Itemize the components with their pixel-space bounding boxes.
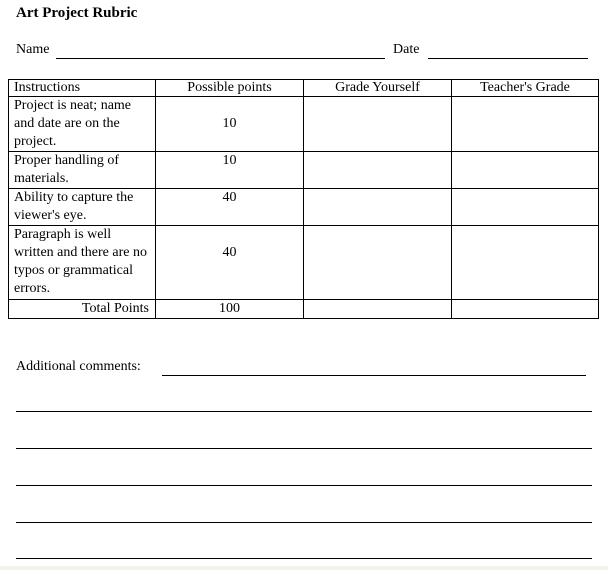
table-row [9,97,599,152]
comments-row [16,359,588,379]
total-row [9,300,599,319]
teachers-grade-cell[interactable] [452,152,599,189]
date-field[interactable] [428,58,588,59]
points-cell: 40 [156,189,304,226]
total-points-value: 100 [156,300,304,319]
name-label: Name [16,42,50,57]
instruction-cell: Ability to capture the viewer's eye. [9,189,156,226]
teachers-grade-cell[interactable] [452,226,599,300]
name-date-row [16,42,596,62]
points-cell: 10 [156,152,304,189]
comments-field[interactable] [162,375,586,376]
name-field[interactable] [56,58,385,59]
header-teachers-grade: Teacher's Grade [452,80,599,97]
comment-line[interactable] [16,485,592,486]
header-grade-yourself: Grade Yourself [304,80,452,97]
grade-yourself-cell[interactable] [304,152,452,189]
teachers-grade-cell[interactable] [452,189,599,226]
total-grade-yourself-cell[interactable] [304,300,452,319]
table-row [9,189,599,226]
table-row [9,152,599,189]
teachers-grade-cell[interactable] [452,97,599,152]
rubric-table [8,79,599,319]
points-cell: 10 [156,97,304,152]
grade-yourself-cell[interactable] [304,189,452,226]
grade-yourself-cell[interactable] [304,226,452,300]
comment-line[interactable] [16,522,592,523]
comments-label: Additional comments: [16,359,141,374]
date-label: Date [393,42,420,57]
header-possible-points: Possible points [156,80,304,97]
comment-line[interactable] [16,448,592,449]
points-cell: 40 [156,226,304,300]
comment-line[interactable] [16,558,592,559]
total-points-label: Total Points [9,300,156,319]
table-row [9,226,599,300]
instruction-cell: Proper handling of materials. [9,152,156,189]
table-header-row [9,80,599,97]
grade-yourself-cell[interactable] [304,97,452,152]
page-title: Art Project Rubric [16,5,138,21]
page-bottom-edge [0,566,608,570]
total-teachers-grade-cell[interactable] [452,300,599,319]
header-instructions: Instructions [9,80,156,97]
instruction-cell: Project is neat; name and date are on the project. [9,97,156,152]
instruction-cell: Paragraph is well written and there are no typos or grammatical errors. [9,226,156,300]
comment-line[interactable] [16,411,592,412]
